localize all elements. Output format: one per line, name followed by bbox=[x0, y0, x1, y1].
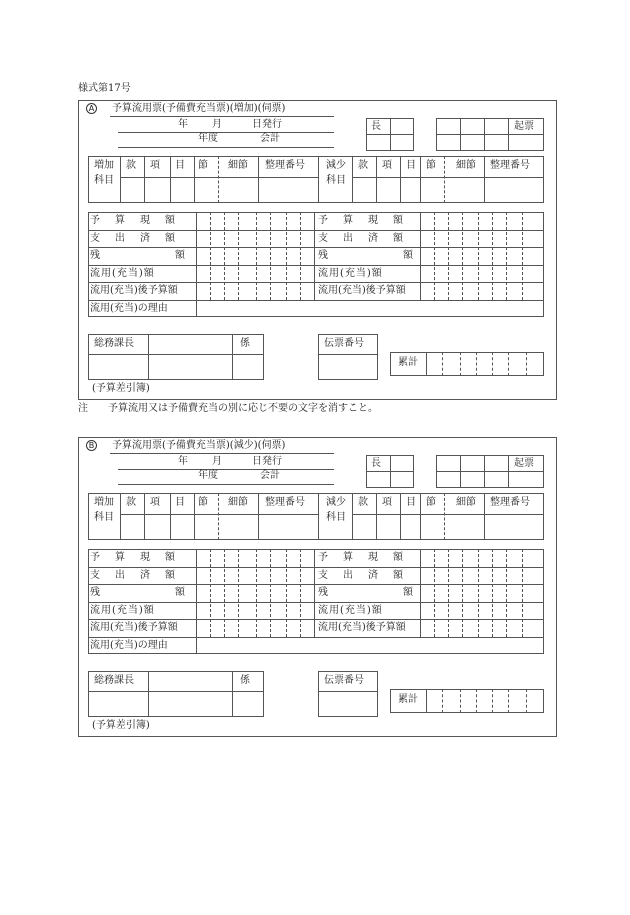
budget-row-label: 流用(充当)額 bbox=[90, 604, 155, 616]
fiscal-year-label: 年度 bbox=[198, 470, 218, 481]
column-header: 項 bbox=[150, 497, 160, 508]
column-header: 整理番号 bbox=[490, 497, 530, 508]
column-header: 整理番号 bbox=[265, 497, 305, 508]
column-header: 目 bbox=[175, 160, 185, 171]
column-header: 目 bbox=[406, 160, 416, 171]
budget-row-label: 残額 bbox=[90, 250, 260, 261]
date-year-label: 年 bbox=[178, 119, 188, 130]
column-header: 整理番号 bbox=[265, 160, 305, 171]
form-title: 予算流用票(予備費充当票)(減少)(伺票) bbox=[112, 440, 286, 451]
budget-ledger-label: (予算差引簿) bbox=[92, 720, 150, 731]
date-issue-label: 日発行 bbox=[252, 456, 282, 467]
budget-row-label: 支出済額 bbox=[318, 232, 418, 244]
date-underline bbox=[118, 469, 334, 470]
cumulative-label: 累計 bbox=[398, 694, 418, 705]
budget-row-label: 残額 bbox=[318, 587, 488, 598]
section-letter: A bbox=[86, 103, 97, 114]
date-month-label: 月 bbox=[212, 456, 222, 467]
column-header: 細節 bbox=[228, 160, 248, 171]
fiscal-underline bbox=[118, 484, 334, 485]
title-underline bbox=[110, 116, 334, 117]
budget-row-label: 支出済額 bbox=[318, 569, 418, 581]
subject-label: 科目 bbox=[326, 512, 346, 523]
account-label: 会計 bbox=[260, 133, 280, 144]
clerk-label: 係 bbox=[240, 675, 250, 686]
reason-label: 流用(充当)の理由 bbox=[90, 639, 168, 651]
budget-row-label: 予算現額 bbox=[318, 215, 418, 226]
column-header: 細節 bbox=[228, 497, 248, 508]
fiscal-underline bbox=[118, 147, 334, 148]
column-header: 節 bbox=[198, 160, 208, 171]
decrease-label: 減少 bbox=[326, 160, 346, 171]
column-header: 項 bbox=[382, 160, 392, 171]
column-header: 整理番号 bbox=[490, 160, 530, 171]
column-header: 款 bbox=[126, 160, 136, 171]
budget-row-label: 予算現額 bbox=[90, 215, 190, 226]
budget-row-label: 支出済額 bbox=[90, 569, 190, 581]
column-header: 細節 bbox=[456, 497, 476, 508]
subject-label: 科目 bbox=[326, 175, 346, 186]
budget-row-label: 支出済額 bbox=[90, 232, 190, 244]
section-letter: B bbox=[86, 440, 97, 451]
budget-row-label: 流用(充当)額 bbox=[318, 267, 383, 279]
voucher-number-label: 伝票番号 bbox=[324, 675, 364, 686]
budget-row-label: 予算現額 bbox=[318, 552, 418, 563]
column-header: 款 bbox=[126, 497, 136, 508]
kihyo-label: 起票 bbox=[514, 458, 534, 469]
account-label: 会計 bbox=[260, 470, 280, 481]
head-label: 長 bbox=[371, 121, 381, 132]
budget-row-label: 流用(充当)後予算額 bbox=[318, 285, 406, 296]
column-header: 節 bbox=[426, 497, 436, 508]
form-title: 予算流用票(予備費充当票)(増加)(伺票) bbox=[112, 103, 286, 114]
usage-note: 注 予算流用又は予備費充当の別に応じ不要の文字を消すこと。 bbox=[78, 403, 378, 414]
clerk-label: 係 bbox=[240, 338, 250, 349]
general-affairs-chief-label: 総務課長 bbox=[94, 675, 134, 686]
increase-label: 増加 bbox=[94, 497, 114, 508]
column-header: 款 bbox=[358, 497, 368, 508]
reason-label: 流用(充当)の理由 bbox=[90, 302, 168, 314]
cumulative-label: 累計 bbox=[398, 357, 418, 368]
budget-row-label: 流用(充当)後予算額 bbox=[90, 285, 178, 296]
decrease-label: 減少 bbox=[326, 497, 346, 508]
title-underline bbox=[110, 453, 334, 454]
column-header: 細節 bbox=[456, 160, 476, 171]
column-header: 目 bbox=[175, 497, 185, 508]
budget-row-label: 流用(充当)額 bbox=[90, 267, 155, 279]
voucher-number-label: 伝票番号 bbox=[324, 338, 364, 349]
head-label: 長 bbox=[371, 458, 381, 469]
increase-label: 増加 bbox=[94, 160, 114, 171]
date-month-label: 月 bbox=[212, 119, 222, 130]
column-header: 節 bbox=[426, 160, 436, 171]
form-number: 様式第17号 bbox=[78, 83, 131, 94]
budget-row-label: 流用(充当)後予算額 bbox=[318, 622, 406, 633]
subject-label: 科目 bbox=[94, 175, 114, 186]
column-header: 項 bbox=[382, 497, 392, 508]
budget-row-label: 流用(充当)後予算額 bbox=[90, 622, 178, 633]
fiscal-year-label: 年度 bbox=[198, 133, 218, 144]
subject-label: 科目 bbox=[94, 512, 114, 523]
budget-row-label: 予算現額 bbox=[90, 552, 190, 563]
budget-row-label: 残額 bbox=[90, 587, 260, 598]
date-year-label: 年 bbox=[178, 456, 188, 467]
column-header: 節 bbox=[198, 497, 208, 508]
budget-ledger-label: (予算差引簿) bbox=[92, 383, 150, 394]
budget-row-label: 残額 bbox=[318, 250, 488, 261]
date-underline bbox=[118, 132, 334, 133]
column-header: 目 bbox=[406, 497, 416, 508]
kihyo-label: 起票 bbox=[514, 121, 534, 132]
column-header: 款 bbox=[358, 160, 368, 171]
general-affairs-chief-label: 総務課長 bbox=[94, 338, 134, 349]
date-issue-label: 日発行 bbox=[252, 119, 282, 130]
column-header: 項 bbox=[150, 160, 160, 171]
budget-row-label: 流用(充当)額 bbox=[318, 604, 383, 616]
